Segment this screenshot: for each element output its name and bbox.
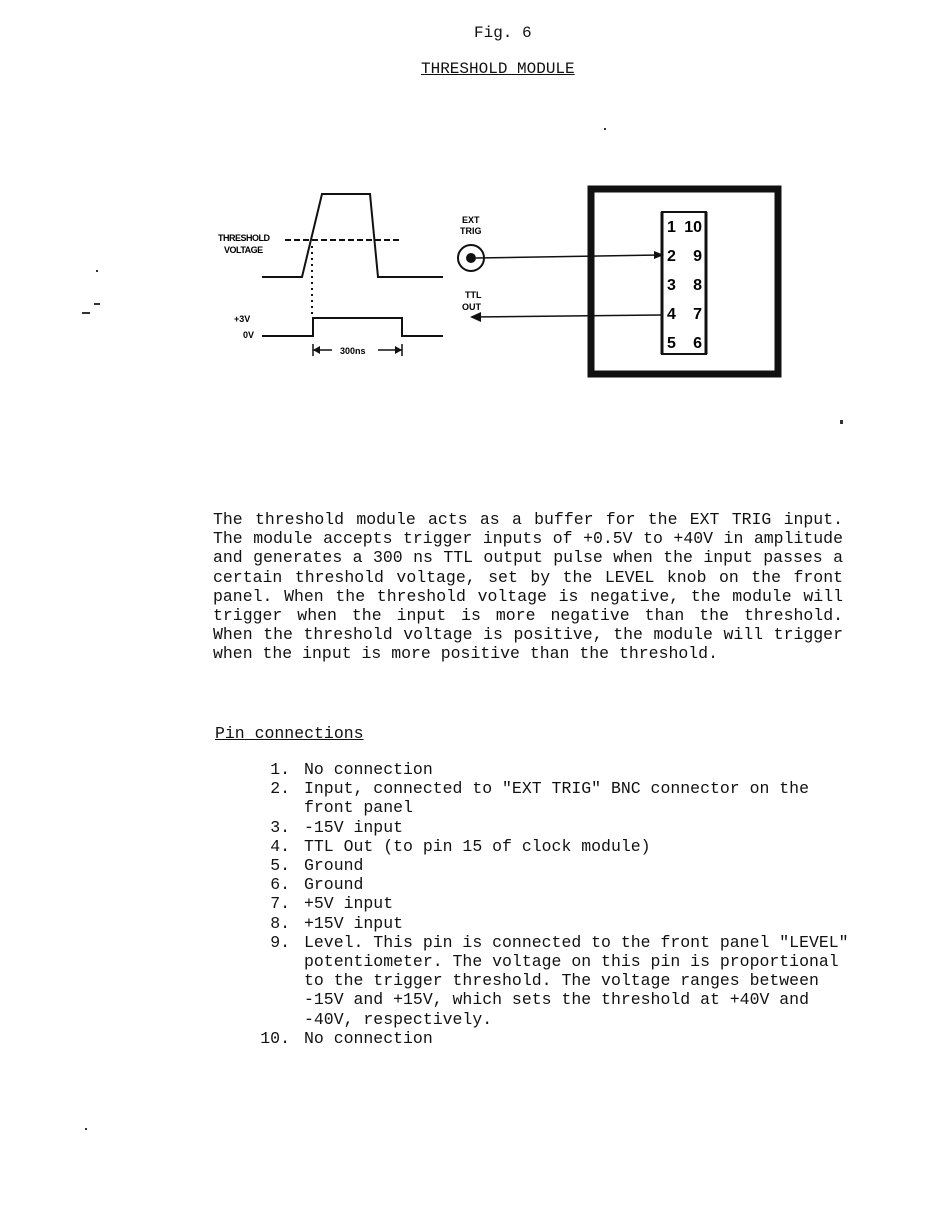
pulse-width-label: 300ns [340,346,366,356]
ttl-out-label: TTL [465,290,482,300]
pin-connection-number: 3. [270,817,290,837]
pin-number-left: 2 [667,248,676,265]
pin-number-left: 5 [667,335,676,352]
pin-connection-number: 7. [270,894,290,914]
pin-number-left: 4 [667,306,676,323]
pin-connection-item [250,760,850,779]
pin-number-right: 7 [693,306,702,323]
pin-connection-number: 2. [270,779,290,799]
pin-connection-item [250,837,850,856]
pin-connections-list [250,760,859,1048]
pin-connection-number: 5. [270,856,290,876]
pin-connection-number: 6. [270,875,290,895]
pin-number-left: 1 [667,219,676,236]
pin-connection-number: 1. [270,760,290,779]
pin-connection-number: 10. [260,1028,290,1048]
pin-connection-item [250,779,850,817]
pin-number-right: 8 [693,277,702,294]
page-title: THRESHOLD MODULE [421,60,575,78]
pin-number-right: 10 [684,219,702,236]
pin-connection-text: No connection [304,760,433,779]
pin-connection-text: Input, connected to "EXT TRIG" BNC connector on the front panel [304,779,819,818]
pin-connection-text: +5V input [304,894,394,914]
pin-connection-number: 4. [270,836,290,856]
pin-number-right: 6 [693,335,702,352]
pin-connection-item [250,818,850,837]
pin-connection-text: +15V input [304,913,404,933]
pin-connection-text: No connection [304,1028,433,1048]
pin-connection-item [250,932,859,1029]
pin-number-left: 3 [667,277,676,294]
description-paragraph: The threshold module acts as a buffer for the EXT TRIG input. The module accepts trigger inputs of +0.5V to +40V in amplitude and generates a 300 ns TTL output pulse when the input passes a certain threshold voltage, set by the LEVEL knob on the front panel. When the threshold voltage is negative, the module will trigger when the input is more negative than the threshold. When the threshold voltage is positive, the module will trigger when the input is more positive than the threshold. [213,510,843,664]
pin-connection-item [250,875,850,894]
pin-connection-text: TTL Out (to pin 15 of clock module) [304,836,651,856]
pin-connection-number: 9. [270,932,290,952]
input-waveform [262,194,443,277]
pin-connection-item [250,914,850,933]
pin-connection-text: -15V input [304,817,404,837]
plus3v-label: +3V [234,314,251,324]
threshold-module-diagram [0,0,950,420]
pin-connection-text: Ground [304,856,364,876]
threshold-label: THRESHOLD [218,233,270,243]
pin-connections-heading: Pin connections [215,724,364,743]
pin-connection-text: Ground [304,875,364,895]
ttl-waveform [262,318,443,336]
pin-connection-item [250,856,850,875]
pin-connection-item [250,894,850,913]
module-box [591,189,778,374]
voltage-label: VOLTAGE [224,245,263,255]
pin-connection-number: 8. [270,913,290,933]
ext-trig-label: EXT [462,215,480,225]
pin-connection-item [250,1029,850,1048]
svg-text:TRIG: TRIG [460,226,482,236]
svg-text:OUT: OUT [462,302,481,312]
zero-v-label: 0V [243,330,255,340]
pin-number-right: 9 [693,248,702,265]
figure-label: Fig. 6 [474,24,532,42]
pin-connection-text: Level. This pin is connected to the front panel "LEVEL" potentiometer. The voltage on this pin is proportional to the trigger threshold. The voltage ranges between -15V and +15V, which sets the threshold at +40V and -40V, respectively. [304,932,859,1029]
